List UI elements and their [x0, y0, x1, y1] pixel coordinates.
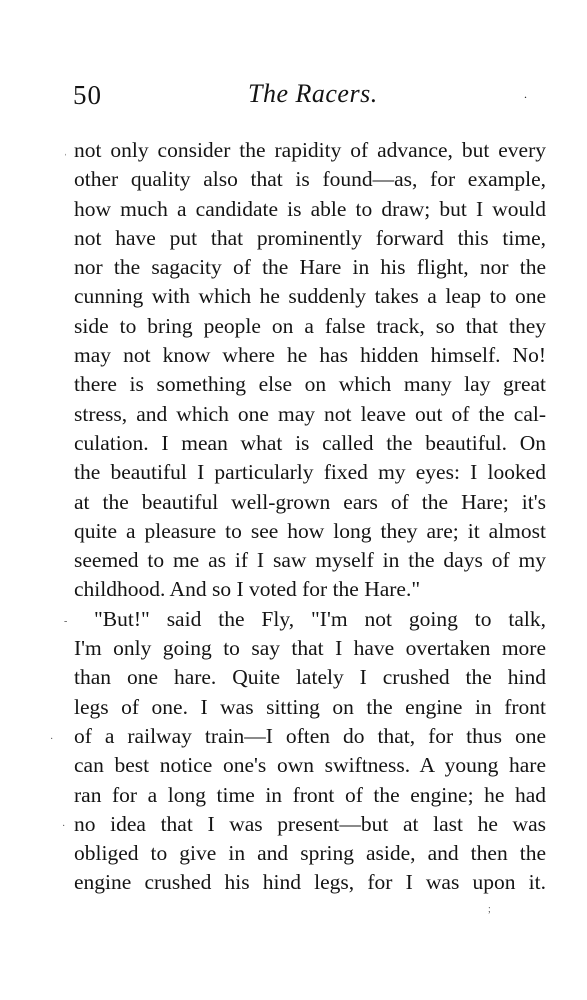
text-line: obliged to give in and spring aside, and then the: [74, 841, 546, 866]
body-text: [74, 136, 546, 898]
text-line: childhood. And so I voted for the Hare.": [74, 577, 421, 602]
text-line: ran for a long time in front of the engine; he had: [74, 782, 546, 807]
text-line: side to bring people on a false track, so that they: [74, 313, 546, 338]
text-line: seemed to me as if I saw myself in the days of my: [74, 548, 546, 573]
print-speck: ;: [488, 904, 491, 915]
text-line: not only consider the rapidity of advance, but every: [74, 138, 546, 162]
text-line: I'm only going to say that I have overtaken more: [74, 636, 546, 661]
text-line: there is something else on which many lay great: [74, 372, 546, 397]
print-speck: ·: [50, 734, 54, 745]
text-line: cunning with which he suddenly takes a leap to one: [74, 284, 546, 309]
text-line: culation. I mean what is called the beautiful. On: [74, 430, 546, 455]
text-line: how much a candidate is able to draw; but I would: [74, 196, 546, 221]
text-line: the beautiful I particularly fixed my eyes: I looked: [74, 460, 546, 485]
text-line: engine crushed his hind legs, for I was upon it.: [74, 870, 546, 895]
header-dot: .: [524, 87, 527, 101]
print-speck: ˌ: [64, 145, 68, 156]
page-number: 50: [73, 80, 102, 110]
text-line: other quality also that is found—as, for example,: [74, 167, 546, 192]
running-title: The Racers.: [248, 79, 378, 108]
print-speck: -: [64, 616, 68, 627]
text-line: not have put that prominently forward this time,: [74, 225, 546, 250]
text-line: "But!" said the Fly, "I'm not going to talk,: [94, 606, 546, 631]
text-line: nor the sagacity of the Hare in his flight, nor the: [74, 255, 546, 280]
text-line: can best notice one's own swiftness. A young hare: [74, 753, 546, 778]
text-line: legs of one. I was sitting on the engine in front: [74, 694, 546, 719]
text-line: stress, and which one may not leave out of the cal-: [74, 401, 546, 426]
text-line: than one hare. Quite lately I crushed the hind: [74, 665, 546, 690]
text-line: of a railway train—I often do that, for thus one: [74, 723, 546, 748]
text-line: no idea that I was present—but at last he was: [74, 811, 546, 836]
print-speck: ·: [62, 821, 66, 832]
text-line: may not know where he has hidden himself. No!: [74, 343, 546, 368]
text-line: quite a pleasure to see how long they are; it almost: [74, 518, 546, 543]
text-line: at the beautiful well-grown ears of the Hare; it's: [74, 489, 546, 514]
